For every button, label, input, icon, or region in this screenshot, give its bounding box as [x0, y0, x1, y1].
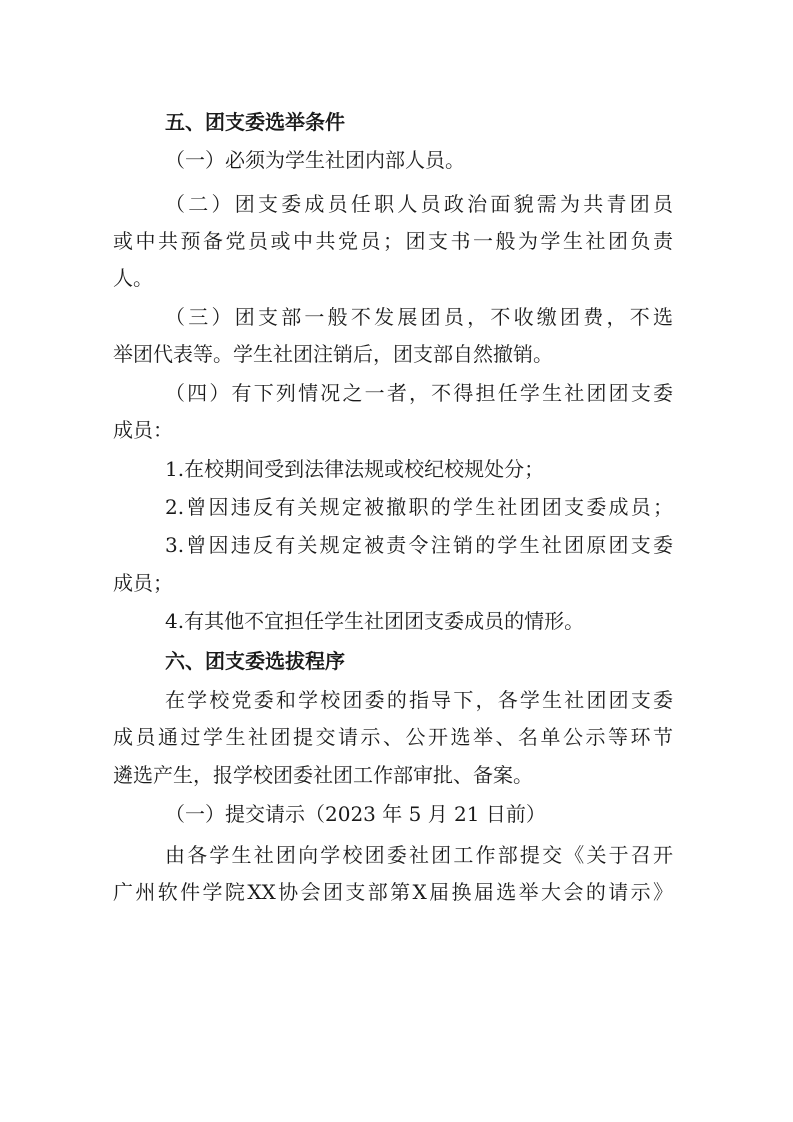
section-5-sub-item-3-line-1: 3.曾因违反有关规定被责令注销的学生社团原团支委	[165, 533, 673, 557]
section-5-item-2-line-2: 或中共预备党员或中共党员；团支书一般为学生社团负责	[113, 229, 673, 253]
section-5-item-4-line-2: 成员：	[113, 418, 173, 442]
section-6-intro-line-1: 在学校党委和学校团委的指导下，各学生社团团支委	[165, 688, 673, 712]
section-6-step-1-line-1: 由各学生社团向学校团委社团工作部提交《关于召开	[165, 843, 673, 867]
section-5-item-4-line-1: （四）有下列情况之一者，不得担任学生社团团支委	[165, 381, 673, 405]
section-6-step-1-heading: （一）提交请示（2023 年 5 月 21 日前）	[165, 802, 546, 826]
section-6-step-1-line-2: 广州软件学院XX协会团支部第X届换届选举大会的请示》	[113, 880, 673, 904]
section-5-sub-item-2: 2.曾因违反有关规定被撤职的学生社团团支委成员；	[165, 495, 673, 519]
section-5-sub-item-4: 4.有其他不宜担任学生社团团支委成员的情形。	[165, 609, 585, 633]
section-5-item-3-line-2: 举团代表等。学生社团注销后，团支部自然撤销。	[113, 342, 553, 366]
section-6-intro-line-2: 成员通过学生社团提交请示、公开选举、名单公示等环节	[113, 725, 673, 749]
section-5-sub-item-1: 1.在校期间受到法律法规或校纪校规处分；	[165, 457, 545, 481]
section-5-item-2-line-3: 人。	[113, 266, 153, 290]
section-5-heading: 五、团支委选举条件	[165, 110, 345, 134]
section-5-item-2-line-1: （二）团支委成员任职人员政治面貌需为共青团员	[165, 192, 673, 216]
section-5-sub-item-3-line-2: 成员；	[113, 571, 173, 595]
section-5-item-1: （一）必须为学生社团内部人员。	[165, 148, 465, 172]
section-5-item-3-line-1: （三）团支部一般不发展团员，不收缴团费，不选	[165, 305, 673, 329]
section-6-intro-line-3: 遴选产生，报学校团委社团工作部审批、备案。	[113, 763, 533, 787]
section-6-heading: 六、团支委选拔程序	[165, 649, 345, 673]
